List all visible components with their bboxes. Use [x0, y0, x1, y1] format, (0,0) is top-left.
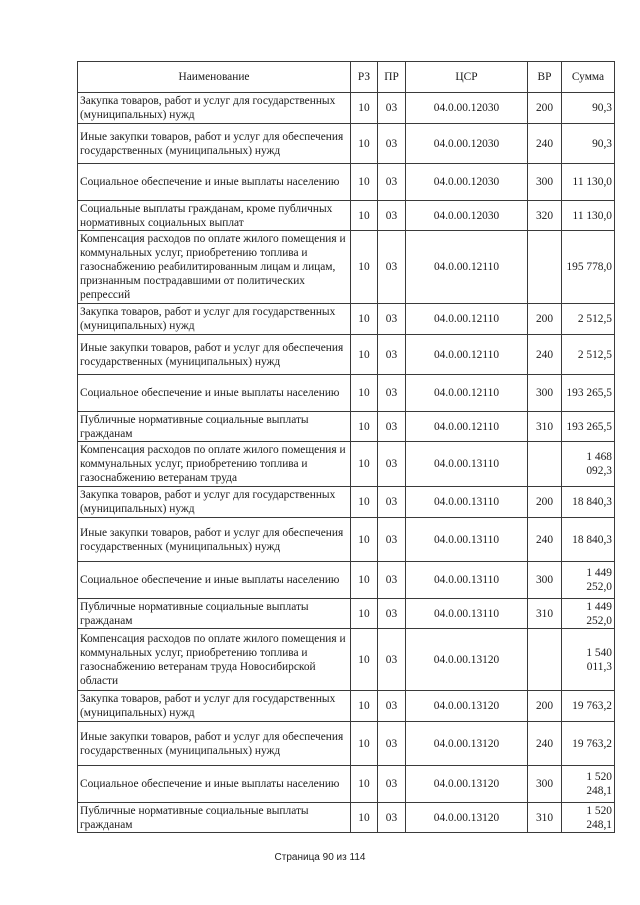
- cell-pr: 03: [378, 164, 406, 201]
- table-row: [78, 124, 615, 164]
- cell-pr: 03: [378, 335, 406, 375]
- cell-csr: 04.0.00.12110: [406, 304, 528, 335]
- cell-pr: 03: [378, 124, 406, 164]
- cell-csr: 04.0.00.12110: [406, 231, 528, 304]
- table-row: [78, 442, 615, 487]
- cell-rz: 10: [351, 803, 378, 833]
- cell-vr: 240: [528, 722, 562, 766]
- cell-pr: 03: [378, 629, 406, 691]
- cell-name: Публичные нормативные социальные выплаты гражданам: [78, 412, 351, 442]
- cell-vr: [528, 231, 562, 304]
- cell-csr: 04.0.00.13120: [406, 722, 528, 766]
- cell-csr: 04.0.00.12110: [406, 335, 528, 375]
- cell-rz: 10: [351, 93, 378, 124]
- cell-name: Компенсация расходов по оплате жилого помещения и коммунальных услуг, приобретению топлива и газоснабжению ветеранам труда: [78, 442, 351, 487]
- cell-csr: 04.0.00.13110: [406, 562, 528, 599]
- table-row: [78, 304, 615, 335]
- cell-rz: 10: [351, 164, 378, 201]
- cell-pr: 03: [378, 518, 406, 562]
- cell-vr: 300: [528, 766, 562, 803]
- cell-vr: 300: [528, 164, 562, 201]
- table-row: [78, 93, 615, 124]
- cell-rz: 10: [351, 766, 378, 803]
- table-header-row: [78, 62, 615, 93]
- header-vr: ВР: [528, 62, 562, 93]
- header-pr: ПР: [378, 62, 406, 93]
- table-row: [78, 201, 615, 231]
- table-row: [78, 766, 615, 803]
- table-row: [78, 335, 615, 375]
- cell-sum: 2 512,5: [562, 304, 615, 335]
- cell-vr: 310: [528, 412, 562, 442]
- table-row: [78, 562, 615, 599]
- cell-rz: 10: [351, 442, 378, 487]
- cell-pr: 03: [378, 375, 406, 412]
- cell-name: Публичные нормативные социальные выплаты гражданам: [78, 599, 351, 629]
- header-rz: РЗ: [351, 62, 378, 93]
- cell-vr: 300: [528, 375, 562, 412]
- header-name: Наименование: [78, 62, 351, 93]
- cell-vr: 240: [528, 335, 562, 375]
- table-row: [78, 375, 615, 412]
- table-row: [78, 412, 615, 442]
- cell-pr: 03: [378, 562, 406, 599]
- cell-pr: 03: [378, 93, 406, 124]
- cell-sum: 1 520 248,1: [562, 766, 615, 803]
- cell-name: Социальное обеспечение и иные выплаты населению: [78, 562, 351, 599]
- cell-pr: 03: [378, 231, 406, 304]
- cell-sum: 1 449 252,0: [562, 599, 615, 629]
- cell-pr: 03: [378, 487, 406, 518]
- cell-pr: 03: [378, 304, 406, 335]
- cell-sum: 1 449 252,0: [562, 562, 615, 599]
- table-row: [78, 722, 615, 766]
- cell-rz: 10: [351, 335, 378, 375]
- cell-sum: 1 520 248,1: [562, 803, 615, 833]
- cell-name: Компенсация расходов по оплате жилого помещения и коммунальных услуг, приобретению топлива и газоснабжению ветеранам труда Новосибирской области: [78, 629, 351, 691]
- cell-name: Закупка товаров, работ и услуг для государственных (муниципальных) нужд: [78, 487, 351, 518]
- header-csr: ЦСР: [406, 62, 528, 93]
- cell-rz: 10: [351, 691, 378, 722]
- table-row: [78, 803, 615, 833]
- cell-rz: 10: [351, 304, 378, 335]
- cell-pr: 03: [378, 722, 406, 766]
- cell-csr: 04.0.00.13110: [406, 487, 528, 518]
- cell-sum: 18 840,3: [562, 518, 615, 562]
- table-row: [78, 231, 615, 304]
- cell-vr: 200: [528, 487, 562, 518]
- cell-rz: 10: [351, 375, 378, 412]
- cell-name: Публичные нормативные социальные выплаты гражданам: [78, 803, 351, 833]
- cell-csr: 04.0.00.12110: [406, 375, 528, 412]
- cell-csr: 04.0.00.12030: [406, 93, 528, 124]
- cell-name: Иные закупки товаров, работ и услуг для обеспечения государственных (муниципальных) нужд: [78, 124, 351, 164]
- budget-table: [77, 61, 615, 833]
- cell-sum: 11 130,0: [562, 164, 615, 201]
- cell-pr: 03: [378, 412, 406, 442]
- table-row: [78, 691, 615, 722]
- cell-csr: 04.0.00.13120: [406, 803, 528, 833]
- cell-vr: [528, 442, 562, 487]
- cell-rz: 10: [351, 518, 378, 562]
- cell-sum: 1 468 092,3: [562, 442, 615, 487]
- cell-vr: 200: [528, 304, 562, 335]
- cell-sum: 90,3: [562, 93, 615, 124]
- cell-name: Иные закупки товаров, работ и услуг для обеспечения государственных (муниципальных) нужд: [78, 335, 351, 375]
- cell-csr: 04.0.00.12110: [406, 412, 528, 442]
- table-row: [78, 599, 615, 629]
- table-body: [78, 93, 615, 833]
- cell-sum: 193 265,5: [562, 375, 615, 412]
- cell-rz: 10: [351, 487, 378, 518]
- table-row: [78, 629, 615, 691]
- cell-name: Компенсация расходов по оплате жилого помещения и коммунальных услуг, приобретению топлива и газоснабжению реабилитированным лицам и лицам, признанным пострадавшими от политических репрессий: [78, 231, 351, 304]
- cell-pr: 03: [378, 691, 406, 722]
- cell-name: Социальное обеспечение и иные выплаты населению: [78, 766, 351, 803]
- cell-rz: 10: [351, 722, 378, 766]
- cell-vr: 240: [528, 518, 562, 562]
- cell-sum: 195 778,0: [562, 231, 615, 304]
- cell-csr: 04.0.00.12030: [406, 124, 528, 164]
- cell-sum: 19 763,2: [562, 722, 615, 766]
- cell-sum: 1 540 011,3: [562, 629, 615, 691]
- cell-name: Закупка товаров, работ и услуг для государственных (муниципальных) нужд: [78, 691, 351, 722]
- cell-sum: 193 265,5: [562, 412, 615, 442]
- cell-rz: 10: [351, 201, 378, 231]
- cell-rz: 10: [351, 599, 378, 629]
- cell-name: Социальные выплаты гражданам, кроме публичных нормативных социальных выплат: [78, 201, 351, 231]
- header-sum: Сумма: [562, 62, 615, 93]
- cell-sum: 18 840,3: [562, 487, 615, 518]
- cell-vr: 320: [528, 201, 562, 231]
- cell-pr: 03: [378, 766, 406, 803]
- table-row: [78, 164, 615, 201]
- cell-name: Закупка товаров, работ и услуг для государственных (муниципальных) нужд: [78, 304, 351, 335]
- cell-rz: 10: [351, 124, 378, 164]
- cell-vr: 310: [528, 599, 562, 629]
- cell-csr: 04.0.00.13110: [406, 442, 528, 487]
- cell-pr: 03: [378, 442, 406, 487]
- cell-name: Иные закупки товаров, работ и услуг для обеспечения государственных (муниципальных) нужд: [78, 518, 351, 562]
- cell-rz: 10: [351, 412, 378, 442]
- page-number: Страница 90 из 114: [274, 852, 366, 863]
- cell-vr: 200: [528, 691, 562, 722]
- cell-rz: 10: [351, 562, 378, 599]
- table-row: [78, 487, 615, 518]
- cell-rz: 10: [351, 629, 378, 691]
- cell-csr: 04.0.00.12030: [406, 164, 528, 201]
- cell-name: Социальное обеспечение и иные выплаты населению: [78, 164, 351, 201]
- cell-sum: 11 130,0: [562, 201, 615, 231]
- cell-csr: 04.0.00.13120: [406, 629, 528, 691]
- cell-pr: 03: [378, 201, 406, 231]
- cell-name: Социальное обеспечение и иные выплаты населению: [78, 375, 351, 412]
- cell-vr: 200: [528, 93, 562, 124]
- cell-vr: 300: [528, 562, 562, 599]
- cell-csr: 04.0.00.13110: [406, 518, 528, 562]
- cell-vr: 240: [528, 124, 562, 164]
- cell-csr: 04.0.00.13120: [406, 691, 528, 722]
- cell-rz: 10: [351, 231, 378, 304]
- table-row: [78, 518, 615, 562]
- cell-name: Иные закупки товаров, работ и услуг для обеспечения государственных (муниципальных) нужд: [78, 722, 351, 766]
- cell-vr: 310: [528, 803, 562, 833]
- cell-pr: 03: [378, 803, 406, 833]
- cell-pr: 03: [378, 599, 406, 629]
- cell-sum: 2 512,5: [562, 335, 615, 375]
- cell-sum: 90,3: [562, 124, 615, 164]
- cell-sum: 19 763,2: [562, 691, 615, 722]
- cell-name: Закупка товаров, работ и услуг для государственных (муниципальных) нужд: [78, 93, 351, 124]
- cell-vr: [528, 629, 562, 691]
- cell-csr: 04.0.00.13120: [406, 766, 528, 803]
- cell-csr: 04.0.00.13110: [406, 599, 528, 629]
- cell-csr: 04.0.00.12030: [406, 201, 528, 231]
